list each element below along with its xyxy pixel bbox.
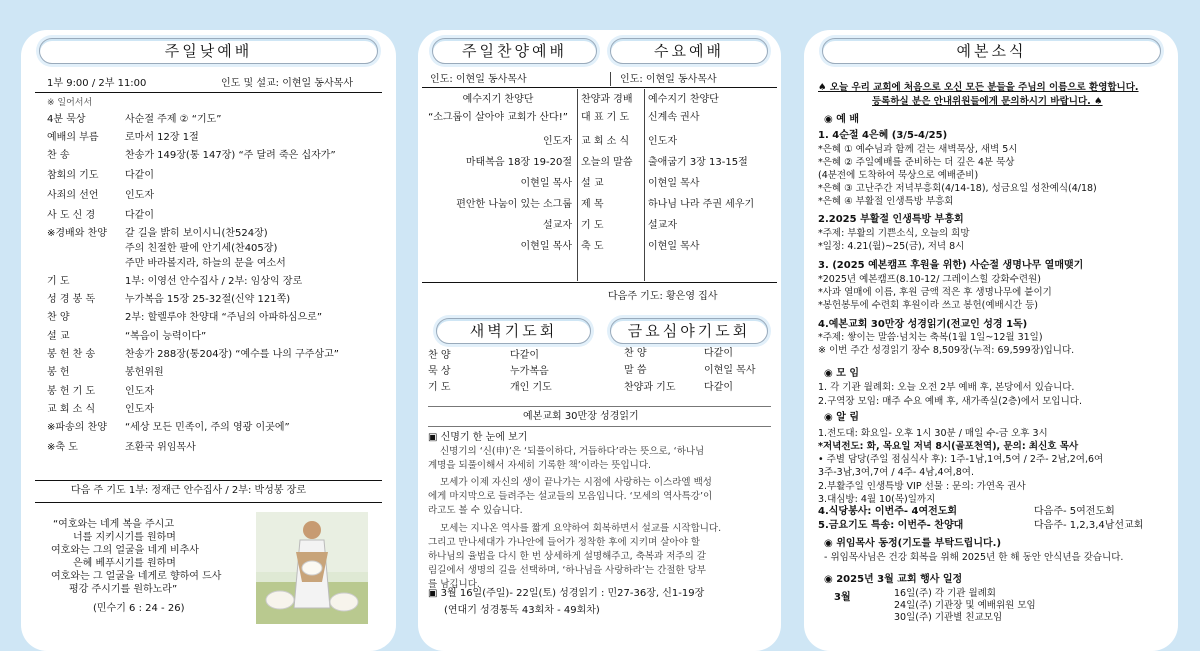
order-value: “세상 모든 민족이, 주의 영광 이곳에” (125, 422, 290, 433)
order-value: 인도자 (125, 190, 154, 201)
meal-service: 4.식당봉사: 이번주- 4여전도회 (818, 506, 958, 517)
chronological-reading-rounds: (연대기 성경통독 43회차 - 49회차) (444, 605, 600, 616)
order-value: 인도자 (125, 404, 154, 415)
wednesday-label: 대 표 기 도 (581, 112, 630, 123)
verse-line: (민수기 6 : 24 - 26) (93, 603, 185, 614)
pastor-news-heading: ◉ 위임목사 동정(기도를 부탁드립니다.) (824, 538, 1002, 549)
reading-line: 모세가 이제 자신의 생이 끝나가는 시점에 사랑하는 이스라엘 백성 (440, 477, 712, 488)
order-value: 다같이 (125, 210, 154, 221)
friday-special-song: 5.금요기도 특송: 이번주- 찬양대 (818, 520, 964, 531)
next-week-prayer: 다음 주 기도 1부: 정재근 안수집사 / 2부: 박성봉 장로 (71, 485, 306, 496)
wednesday-worship-title: 수요예배 (610, 38, 768, 64)
sunday-praise-item: 설교자 (543, 220, 572, 231)
order-value: 갈 길을 밝히 보이시니(찬524장) (125, 228, 268, 239)
dawn-value: 개인 기도 (510, 382, 552, 393)
event-item: 16일(주) 각 기관 월례회 (894, 588, 996, 599)
dawn-value: 다같이 (510, 350, 539, 361)
wednesday-label: 기 도 (581, 220, 604, 231)
sunday-praise-leader: 인도: 이현일 동사목사 (430, 74, 527, 85)
order-label: 사 도 신 경 (47, 210, 96, 221)
verse-line: 여호와는 그의 얼굴을 네게 비추사 (51, 545, 199, 556)
order-label: 기 도 (47, 276, 70, 287)
order-label: 찬 양 (47, 312, 70, 323)
divider (422, 87, 777, 88)
order-value: 1부: 이영선 안수집사 / 2부: 임상익 장로 (125, 276, 303, 287)
wednesday-next-prayer: 다음주 기도: 황은영 집사 (608, 291, 718, 302)
order-label: 예배의 부름 (47, 132, 99, 143)
wednesday-label: 찬양과 경배 (581, 94, 633, 105)
worship-news-line: (4분전에 도착하여 묵상으로 예배준비) (818, 170, 979, 181)
sunday-praise-item: 인도자 (543, 136, 572, 147)
notice-news-line: 3.대심방: 4월 10(목)일까지 (818, 494, 936, 505)
worship-news-line: 3. (2025 예본캠프 후원을 위한) 사순절 생명나무 열매맺기 (818, 260, 1084, 271)
church-news-title: 예본소식 (822, 38, 1161, 64)
order-label: ※경배와 찬양 (47, 228, 107, 239)
order-value: 사순절 주제 ② “기도” (125, 114, 222, 125)
service-leader: 인도 및 설교: 이현일 동사목사 (221, 78, 354, 89)
worship-news-line: *봉헌봉투에 수련회 후원이라 쓰고 봉헌(예배시간 등) (818, 300, 1038, 311)
order-value: 찬송가 149장(통 147장) “주 달려 죽은 십자가” (125, 150, 336, 161)
wednesday-value: 인도자 (648, 136, 677, 147)
order-label: 교 회 소 식 (47, 404, 96, 415)
bible-reading-title: 예본교회 30만장 성경읽기 (523, 411, 639, 422)
notice-news-line: 1.전도대: 화요일- 오후 1시 30분 / 매일 수-금 오후 3시 (818, 428, 1048, 439)
order-label: 참회의 기도 (47, 170, 99, 181)
notice-section-heading: ◉ 알 림 (824, 412, 860, 423)
meeting-news-line: 2.구역장 모임: 매주 수요 예배 후, 새가족실(2층)에서 모입니다. (818, 396, 1082, 407)
sunday-worship-title: 주일낮예배 (39, 38, 378, 64)
dawn-label: 찬 양 (428, 350, 451, 361)
wednesday-label: 제 목 (581, 199, 604, 210)
reading-line: 에게 마지막으로 들려주는 설교들의 모음입니다. ‘모세의 역사특강’이 (428, 491, 713, 502)
friday-value: 다같이 (704, 348, 733, 359)
wednesday-value: 설교자 (648, 220, 677, 231)
registration-message: 등록하실 분은 안내위원들에게 문의하시기 바랍니다. ♠ (872, 96, 1103, 107)
deuteronomy-heading: ▣ 신명기 한 눈에 보기 (428, 432, 528, 443)
order-label: 성 경 봉 독 (47, 294, 96, 305)
dawn-label: 기 도 (428, 382, 451, 393)
order-label: 봉 헌 기 도 (47, 386, 96, 397)
worship-news-line: 1. 4순절 4은혜 (3/5-4/25) (818, 130, 948, 141)
order-label: 설 교 (47, 331, 70, 342)
order-value: 주만 바라볼지라, 하늘의 문을 여소서 (125, 258, 286, 269)
worship-order-panel (21, 30, 396, 651)
wednesday-value: 이현일 목사 (648, 241, 700, 252)
sunday-praise-item: 편안한 나눔이 있는 소그룹 (456, 199, 572, 210)
reading-line: 계명을 되풀이해서 자세히 기록한 책’이라는 뜻입니다. (428, 460, 652, 471)
order-label: ※파송의 찬양 (47, 422, 107, 433)
reading-line: 모세는 지나온 역사를 짧게 요약하여 회복하면서 설교를 시작합니다. (440, 523, 722, 534)
notice-news-line: *저녁전도: 화, 목요일 저녁 8시(골포천역), 문의: 최신호 목사 (818, 441, 1079, 452)
worship-news-line: 2.2025 부활절 인생특방 부흥회 (818, 214, 964, 225)
worship-section-heading: ◉ 예 배 (824, 114, 860, 125)
divider (35, 92, 382, 93)
wednesday-value: 이현일 목사 (648, 178, 700, 189)
dawn-prayer-title: 새벽기도회 (436, 318, 591, 344)
worship-news-line: *주제: 쌓이는 말씀·넘치는 축복(1월 1일~12월 31일) (818, 332, 1043, 343)
order-value: 주의 친절한 팔에 안기세(찬405장) (125, 243, 278, 254)
sunday-praise-item: 마태복음 18장 19-20절 (465, 157, 572, 168)
worship-news-line: 4.예본교회 30만장 성경읽기(전교인 성경 1독) (818, 319, 1028, 330)
service-time: 1부 9:00 / 2부 11:00 (47, 78, 147, 89)
worship-news-line: *사과 열매에 이름, 후원 금액 적은 후 생명나무에 붙이기 (818, 287, 1052, 298)
divider (35, 502, 382, 503)
standing-note: ※ 일어서서 (47, 98, 93, 108)
order-value: 봉헌위원 (125, 367, 164, 378)
friday-special-song-next: 다음주- 1,2,3,4남선교회 (1034, 520, 1144, 531)
friday-value: 다같이 (704, 382, 733, 393)
sunday-praise-item: 이현일 목사 (520, 178, 572, 189)
wednesday-label: 설 교 (581, 178, 604, 189)
reading-line: 를 남깁니다. (428, 579, 480, 590)
reading-line: 신명기의 ‘신(申)’은 ‘되풀이하다, 거듭하다’라는 뜻으로, ‘하나님 (440, 446, 705, 457)
notice-news-line: 3주-3남,3여,7여 / 4주- 4남,4여,8여. (818, 467, 974, 478)
reading-line: 라고도 볼 수 있습니다. (428, 505, 523, 516)
pastor-sabbatical: - 위임목사님은 건강 회복을 위해 2025년 한 해 동안 안식년을 갖습니다. (824, 552, 1124, 563)
friday-value: 이현일 목사 (704, 365, 756, 376)
friday-prayer-title: 금요심야기도회 (610, 318, 768, 344)
order-value: 인도자 (125, 386, 154, 397)
sunday-praise-item: “소그룹이 살아야 교회가 산다!” (428, 112, 568, 123)
worship-news-line: *2025년 예본캠프(8.10-12/ 그레이스힐 강화수련원) (818, 274, 1041, 285)
wednesday-value: 하나님 나라 주권 세우기 (648, 199, 755, 210)
church-news-panel (804, 30, 1178, 651)
divider (422, 282, 777, 283)
sunday-praise-item: 예수지기 찬양단 (462, 94, 534, 105)
order-value: 로마서 12장 1절 (125, 132, 199, 143)
order-value: 조환국 위임목사 (125, 442, 196, 453)
order-label: 봉 헌 (47, 367, 70, 378)
worship-news-line: ※ 이번 주간 성경읽기 장수 8,509장(누적: 69,599장)입니다. (818, 345, 1075, 356)
friday-label: 말 씀 (624, 365, 647, 376)
wednesday-label: 축 도 (581, 241, 604, 252)
friday-label: 찬 양 (624, 348, 647, 359)
worship-news-line: *은혜 ② 주일예배를 준비하는 더 깊은 4분 묵상 (818, 157, 1015, 168)
verse-line: 은혜 베푸시기를 원하며 (73, 558, 176, 569)
order-label: 봉 헌 찬 송 (47, 349, 96, 360)
worship-news-line: *주제: 부활의 기쁜소식, 오늘의 희망 (818, 228, 970, 239)
sunday-praise-title: 주일찬양예배 (432, 38, 597, 64)
order-value: 2부: 할렐루야 찬양대 “주님의 아파하심으로” (125, 312, 323, 323)
verse-line: 여호와는 그 얼굴을 네게로 향하여 드사 (51, 571, 222, 582)
order-value: 다같이 (125, 170, 154, 181)
order-label: 찬 송 (47, 150, 70, 161)
order-value: 찬송가 288장(통204장) “예수를 나의 구주삼고” (125, 349, 339, 360)
reading-line: 하나님의 율법을 다시 한 번 상세하게 설명해주고, 축복과 저주의 갈 (428, 551, 706, 562)
events-month: 3월 (834, 592, 851, 603)
event-item: 24일(주) 기관장 및 예배위원 모임 (894, 600, 1036, 611)
order-label: 사죄의 선언 (47, 190, 99, 201)
weekly-reading-range: ▣ 3월 16일(주일)- 22일(토) 성경읽기 : 민27-36장, 신1-19장 (428, 588, 705, 599)
reading-line: 그리고 만나세대가 가나안에 들어가 정착한 후에 지키며 살아야 할 (428, 537, 700, 548)
order-label: ※축 도 (47, 442, 78, 453)
praise-worship-panel (418, 30, 781, 651)
dawn-value: 누가복음 (510, 366, 549, 377)
order-value: “복음이 능력이다” (125, 331, 207, 342)
friday-label: 찬양과 기도 (624, 382, 676, 393)
notice-news-line: • 주별 담당(주일 점심식사 후): 1주-1남,1여,5여 / 2주- 2남,2여,6여 (818, 454, 1104, 465)
verse-line: 평강 주시기를 원하노라” (69, 584, 178, 595)
divider (35, 480, 382, 481)
verse-line: “여호와는 네게 복을 주시고 (53, 519, 174, 530)
march-events-heading: ◉ 2025년 3월 교회 행사 일정 (824, 574, 963, 585)
wednesday-value: 출애굽기 3장 13-15절 (648, 157, 748, 168)
event-item: 30일(주) 기관별 친교모임 (894, 612, 1003, 623)
wednesday-label: 오늘의 말씀 (581, 157, 633, 168)
worship-news-line: *일정: 4.21(월)~25(금), 저녁 8시 (818, 241, 965, 252)
order-value: 누가복음 15장 25-32절(신약 121쪽) (125, 294, 291, 305)
meal-service-next: 다음주- 5여전도회 (1034, 506, 1115, 517)
sunday-praise-item: 이현일 목사 (520, 241, 572, 252)
notice-news-line: 2.부활주일 인생특방 VIP 선물 : 문의: 가연옥 권사 (818, 481, 1026, 492)
wednesday-leader: 인도: 이현일 동사목사 (620, 74, 717, 85)
worship-news-line: *은혜 ④ 부활절 인생특방 부흥회 (818, 196, 954, 207)
worship-news-line: *은혜 ① 예수님과 함께 걷는 새벽묵상, 새벽 5시 (818, 144, 1018, 155)
verse-line: 너를 지키시기를 원하며 (73, 532, 176, 543)
reading-line: 림길에서 생명의 길을 선택하며, ‘하나님을 사랑하라’는 간절한 당부 (428, 565, 706, 576)
wednesday-value: 예수지기 찬양단 (648, 94, 719, 105)
meeting-news-line: 1. 각 기관 월례회: 오늘 오전 2부 예배 후, 본당에서 있습니다. (818, 382, 1075, 393)
welcome-message: ♠ 오늘 우리 교회에 처음으로 오신 모든 분들을 주님의 이름으로 환영합니다. (818, 82, 1139, 93)
worship-news-line: *은혜 ③ 고난주간 저녁부흥회(4/14-18), 성금요일 성찬예식(4/18) (818, 183, 1097, 194)
order-label: 4분 묵상 (47, 114, 86, 125)
meeting-section-heading: ◉ 모 임 (824, 368, 860, 379)
dawn-label: 묵 상 (428, 366, 451, 377)
wednesday-value: 신계속 권사 (648, 112, 700, 123)
wednesday-label: 교 회 소 식 (581, 136, 630, 147)
shepherd-image (256, 512, 368, 624)
